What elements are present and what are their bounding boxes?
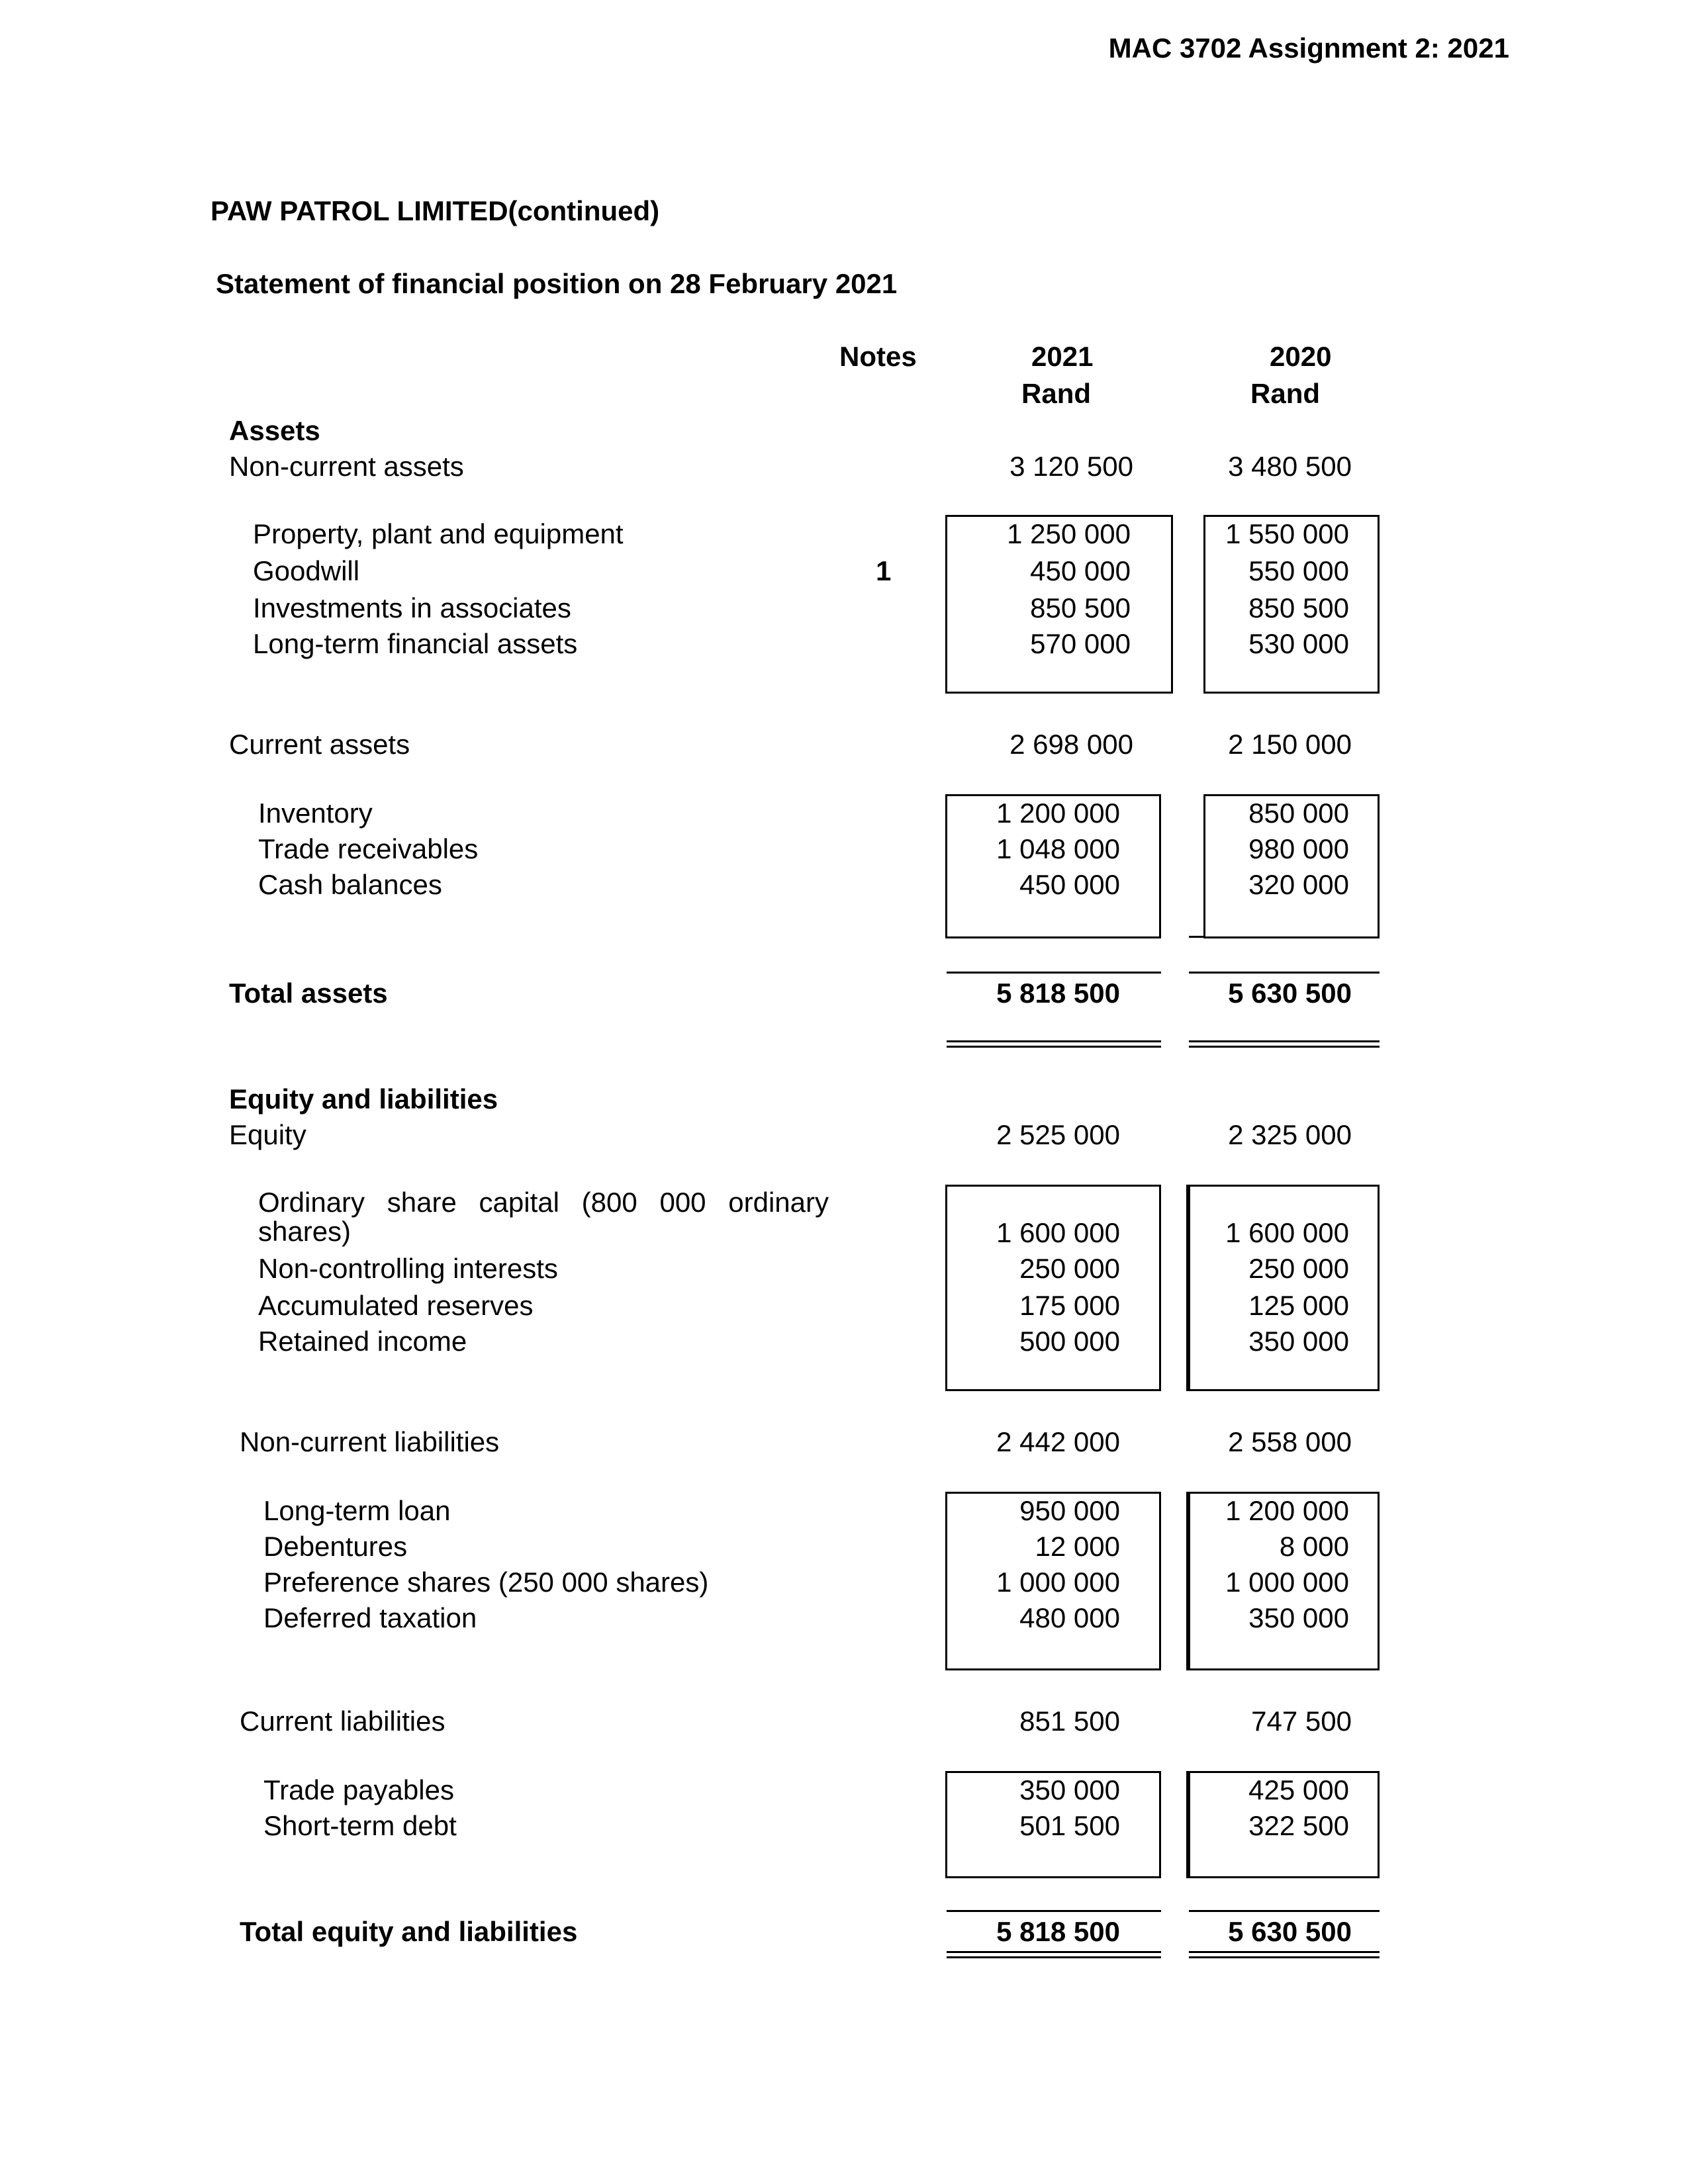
debentures-label: Debentures <box>263 1531 408 1562</box>
equity-2021: 2 525 000 <box>996 1119 1120 1150</box>
ordinary-share-capital-label-line2: shares) <box>258 1216 352 1247</box>
accumulated-reserves-label: Accumulated reserves <box>258 1290 534 1321</box>
equity-label: Equity <box>229 1119 306 1150</box>
ordinary-share-capital-2021: 1 600 000 <box>996 1217 1120 1248</box>
total-assets-double-rule-2021 <box>947 1040 1161 1048</box>
equity-box-2021 <box>945 1185 1161 1391</box>
lt-financial-assets-2021: 570 000 <box>1030 628 1131 659</box>
nci-2021: 250 000 <box>1019 1253 1120 1284</box>
lt-financial-assets-2020: 530 000 <box>1248 628 1349 659</box>
year-2021-heading: 2021 <box>1031 341 1094 372</box>
goodwill-2020: 550 000 <box>1248 555 1349 586</box>
trade-payables-2020: 425 000 <box>1248 1774 1349 1805</box>
preference-shares-label: Preference shares (250 000 shares) <box>263 1567 709 1598</box>
trade-receivables-label: Trade receivables <box>258 833 479 864</box>
non-current-assets-2021: 3 120 500 <box>1009 451 1133 482</box>
retained-income-label: Retained income <box>258 1326 467 1357</box>
equity-liabilities-heading: Equity and liabilities <box>229 1083 498 1115</box>
retained-income-2020: 350 000 <box>1248 1326 1349 1357</box>
total-assets-2020: 5 630 500 <box>1228 978 1352 1009</box>
ppe-2020: 1 550 000 <box>1225 518 1349 549</box>
short-term-debt-label: Short-term debt <box>263 1810 457 1841</box>
ordinary-share-capital-label-line1: Ordinary share capital (800 000 ordinary <box>258 1187 829 1218</box>
non-current-liabilities-label: Non-current liabilities <box>240 1426 500 1457</box>
total-el-double-rule-2021 <box>947 1951 1161 1958</box>
notes-column-heading: Notes <box>839 341 917 372</box>
trade-payables-label: Trade payables <box>263 1774 454 1805</box>
assignment-header: MAC 3702 Assignment 2: 2021 <box>1108 32 1509 64</box>
inventory-label: Inventory <box>258 797 373 829</box>
preference-shares-2020: 1 000 000 <box>1225 1567 1349 1598</box>
retained-income-2021: 500 000 <box>1019 1326 1120 1357</box>
goodwill-2021: 450 000 <box>1030 555 1131 586</box>
nci-label: Non-controlling interests <box>258 1253 558 1284</box>
investments-associates-label: Investments in associates <box>253 592 571 623</box>
accumulated-reserves-2021: 175 000 <box>1019 1290 1120 1321</box>
ppe-label: Property, plant and equipment <box>253 518 624 549</box>
total-assets-double-rule-2020 <box>1189 1040 1380 1048</box>
assets-heading: Assets <box>229 415 320 446</box>
deferred-taxation-label: Deferred taxation <box>263 1602 477 1633</box>
non-current-assets-2020: 3 480 500 <box>1228 451 1352 482</box>
investments-associates-2020: 850 500 <box>1248 592 1349 623</box>
total-equity-liabilities-label: Total equity and liabilities <box>240 1916 578 1947</box>
current-liabilities-2020: 747 500 <box>1251 1706 1352 1737</box>
current-assets-2021: 2 698 000 <box>1009 729 1133 760</box>
trade-payables-2021: 350 000 <box>1019 1774 1120 1805</box>
cash-balances-label: Cash balances <box>258 869 442 900</box>
total-assets-rule-2020 <box>1189 972 1380 974</box>
lt-financial-assets-label: Long-term financial assets <box>253 628 578 659</box>
total-equity-liabilities-2020: 5 630 500 <box>1228 1916 1352 1947</box>
trade-receivables-2020: 980 000 <box>1248 833 1349 864</box>
ppe-2021: 1 250 000 <box>1007 518 1131 549</box>
inventory-2021: 1 200 000 <box>996 797 1120 829</box>
ordinary-share-capital-2020: 1 600 000 <box>1225 1217 1349 1248</box>
accumulated-reserves-2020: 125 000 <box>1248 1290 1349 1321</box>
total-equity-liabilities-2021: 5 818 500 <box>996 1916 1120 1947</box>
deferred-taxation-2020: 350 000 <box>1248 1602 1349 1633</box>
deferred-taxation-2021: 480 000 <box>1019 1602 1120 1633</box>
non-current-liabilities-2020: 2 558 000 <box>1228 1426 1352 1457</box>
inventory-2020: 850 000 <box>1248 797 1349 829</box>
short-term-debt-2020: 322 500 <box>1248 1810 1349 1841</box>
goodwill-note: 1 <box>876 555 892 586</box>
current-liabilities-2021: 851 500 <box>1019 1706 1120 1737</box>
year-2020-heading: 2020 <box>1270 341 1332 372</box>
total-el-rule-2020 <box>1189 1910 1380 1912</box>
non-current-assets-label: Non-current assets <box>229 451 464 482</box>
company-title: PAW PATROL LIMITED(continued) <box>211 195 660 226</box>
non-current-liabilities-2021: 2 442 000 <box>996 1426 1120 1457</box>
preference-shares-2021: 1 000 000 <box>996 1567 1120 1598</box>
investments-associates-2021: 850 500 <box>1030 592 1131 623</box>
short-term-debt-2021: 501 500 <box>1019 1810 1120 1841</box>
debentures-2021: 12 000 <box>1035 1531 1120 1562</box>
current-assets-label: Current assets <box>229 729 410 760</box>
current-liabilities-label: Current liabilities <box>240 1706 445 1737</box>
total-el-double-rule-2020 <box>1189 1951 1380 1958</box>
total-assets-2021: 5 818 500 <box>996 978 1120 1009</box>
cash-balances-2021: 450 000 <box>1019 869 1120 900</box>
long-term-loan-label: Long-term loan <box>263 1495 451 1526</box>
equity-2020: 2 325 000 <box>1228 1119 1352 1150</box>
goodwill-label: Goodwill <box>253 555 360 586</box>
unit-2020-heading: Rand <box>1250 378 1320 409</box>
total-assets-label: Total assets <box>229 978 388 1009</box>
nci-2020: 250 000 <box>1248 1253 1349 1284</box>
long-term-loan-2020: 1 200 000 <box>1225 1495 1349 1526</box>
current-assets-box-2020-tick <box>1189 936 1205 938</box>
debentures-2020: 8 000 <box>1279 1531 1349 1562</box>
current-assets-2020: 2 150 000 <box>1228 729 1352 760</box>
unit-2021-heading: Rand <box>1021 378 1091 409</box>
equity-box-2020 <box>1186 1185 1380 1391</box>
total-assets-rule-2021 <box>947 972 1161 974</box>
total-el-rule-2021 <box>947 1910 1161 1912</box>
cash-balances-2020: 320 000 <box>1248 869 1349 900</box>
trade-receivables-2021: 1 048 000 <box>996 833 1120 864</box>
statement-title: Statement of financial position on 28 February 2021 <box>216 268 898 299</box>
long-term-loan-2021: 950 000 <box>1019 1495 1120 1526</box>
